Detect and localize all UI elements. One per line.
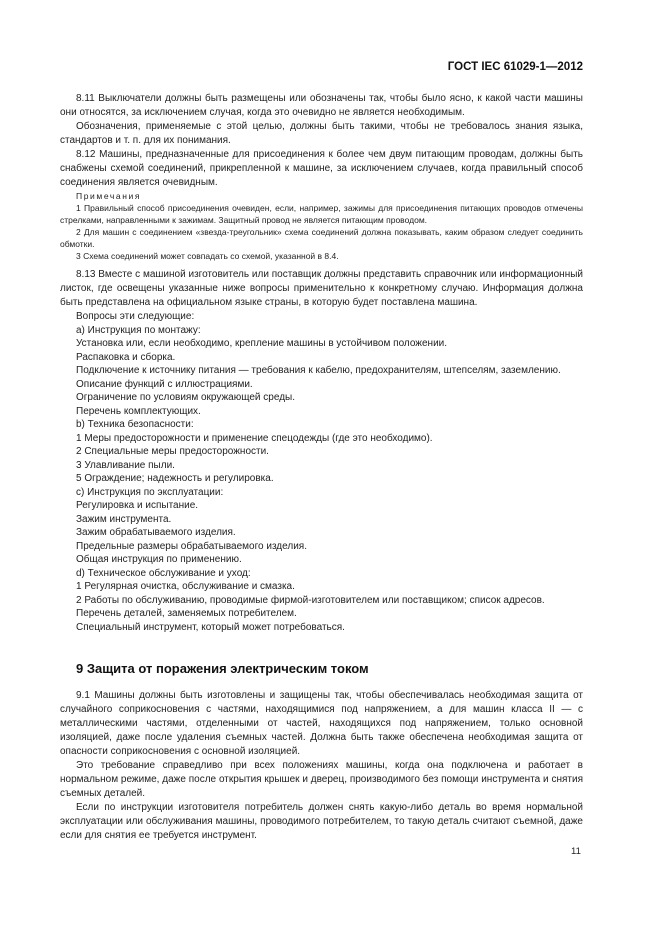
list-line: b) Техника безопасности:	[76, 419, 194, 430]
list-line: 2 Работы по обслуживанию, проводимые фирмой-изготовителем или поставщиком; список адресов.	[76, 594, 545, 606]
list-line: d) Техническое обслуживание и уход:	[76, 567, 251, 579]
list-line: 1 Меры предосторожности и применение спецодежды (где это необходимо).	[76, 432, 433, 444]
list-line: Ограничение по условиям окружающей среды.	[76, 392, 295, 403]
list-line: Установка или, если необходимо, крепление машины в устойчивом положении.	[76, 338, 448, 349]
note-1: 1 Правильный способ присоединения очевиден, если, например, зажимы для присоединения питающих проводов отмечены стрелками, направленными к зажимам. Защитный провод не является питающим проводом.	[60, 203, 583, 225]
note-2: 2 Для машин с соединением «звезда-треугольник» схема соединений должна показывать, каким образом следует соединить обмотки.	[60, 227, 583, 249]
note-3: 3 Схема соединений может совпадать со схемой, указанной в 8.4.	[76, 251, 339, 261]
list-line: Предельные размеры обрабатываемого изделия.	[76, 540, 307, 552]
list-line: 2 Специальные меры предосторожности.	[76, 446, 269, 457]
section-9-heading: 9 Защита от поражения электрическим током	[76, 661, 369, 676]
paragraph-8-13: 8.13 Вместе с машиной изготовитель или поставщик должны представить справочник или информационный листок, где освещены указанные ниже вопросы применительно к конкретному случаю. Информация должна быть представлена на официальном языке страны, в которую будет поставлена машина.	[60, 269, 583, 308]
list-line: 5 Ограждение; надежность и регулировка.	[76, 473, 274, 484]
list-line: Специальный инструмент, который может потребоваться.	[76, 621, 345, 633]
list-line: Вопросы эти следующие:	[76, 311, 195, 322]
notes-title: Примечания	[76, 191, 142, 201]
clause-9-1	[60, 689, 583, 843]
list-line: а) Инструкция по монтажу:	[76, 324, 201, 336]
list-line: Распаковка и сборка.	[76, 351, 176, 363]
list-line: Зажим инструмента.	[76, 513, 172, 525]
paragraph-power-supply: Подключение к источнику питания — требования к кабелю, предохранителям, штепселям, заземлению.	[76, 365, 561, 376]
clause-8-11-8-12	[60, 92, 583, 190]
list-line: Общая инструкция по применению.	[76, 554, 242, 565]
paragraph-requirement: Это требование справедливо при всех положениях машины, когда она подключена и работает в нормальном режиме, даже после открытия крышек и дверец, производимого без помощи инструмента и снятия съемных деталей.	[60, 760, 583, 799]
paragraph-8-11: 8.11 Выключатели должны быть размещены или обозначены так, чтобы было ясно, к какой части машины они относятся, за исключением случая, когда это очевидно не является необходимым.	[60, 93, 583, 118]
list-line: 1 Регулярная очистка, обслуживание и смазка.	[76, 581, 295, 592]
list-line: Зажим обрабатываемого изделия.	[76, 527, 236, 538]
paragraph-symbols: Обозначения, применяемые с этой целью, должны быть такими, чтобы не требовалось знания языка, стандартов и т. п. для их понимания.	[60, 121, 583, 146]
list-line: Перечень деталей, заменяемых потребителем.	[76, 608, 297, 619]
paragraph-9-1: 9.1 Машины должны быть изготовлены и защищены так, чтобы обеспечивалась необходимая защита от случайного соприкосновения с частями, находящимися под напряжением, а для машин класса II — с металлическими частями, отделенными от частей, находящихся под напряжением, только основной изоляцией, даже после удаления съемных частей. Должна быть также обеспечена необходимая защита от опасности соприкосновения с основной изоляцией.	[60, 690, 583, 757]
list-line: Перечень комплектующих.	[76, 405, 201, 417]
clause-8-13	[60, 268, 583, 634]
paragraph-8-12: 8.12 Машины, предназначенные для присоединения к более чем двум питающим проводам, должны быть снабжены схемой соединений, прикрепленной к машине, за исключением случаев, когда правильный способ соединения является очевидным.	[60, 149, 583, 188]
list-line: 3 Улавливание пыли.	[76, 459, 175, 471]
list-line: с) Инструкция по эксплуатации:	[76, 486, 224, 498]
page-number: 11	[571, 846, 581, 857]
list-line: Регулировка и испытание.	[76, 500, 199, 511]
list-line: Описание функций с иллюстрациями.	[76, 378, 253, 390]
notes-block	[60, 190, 583, 262]
paragraph-removable: Если по инструкции изготовителя потребитель должен снять какую-либо деталь во время нормальной эксплуатации или обслуживания машины, проводимого потребителем, то такую деталь считают съемной, даже если для снятия ее требуется инструмент.	[60, 802, 583, 841]
document-header: ГОСТ IEC 61029-1—2012	[447, 61, 583, 73]
